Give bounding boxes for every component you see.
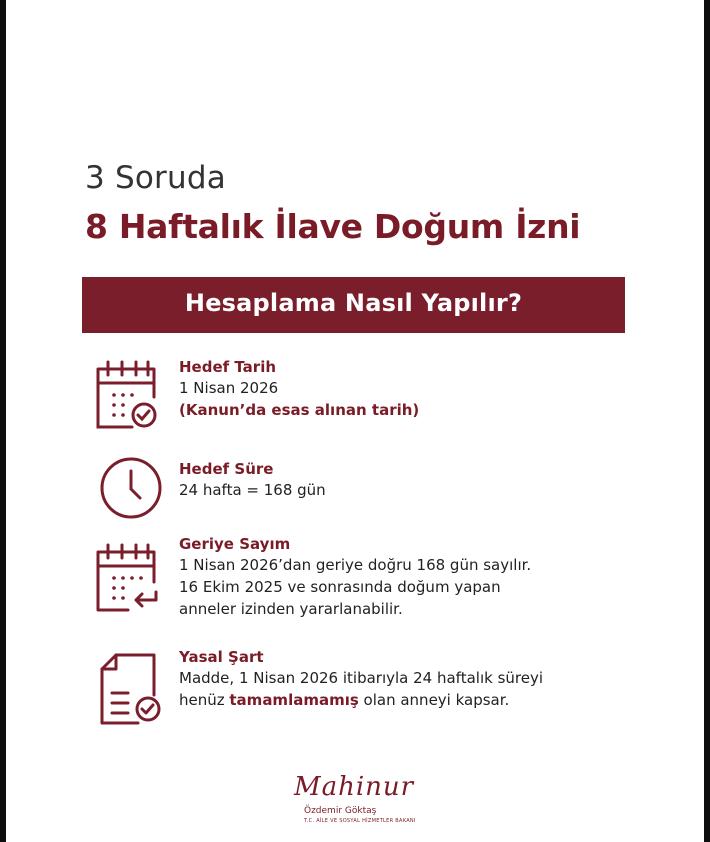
item-line: Madde, 1 Nisan 2026 itibarıyla 24 haftalık süreyi bbox=[179, 669, 543, 687]
item-label: Geriye Sayım bbox=[179, 535, 291, 553]
calendar-check-icon bbox=[92, 359, 162, 439]
banner-text: Hesaplama Nasıl Yapılır? bbox=[184, 289, 523, 317]
document-check-icon bbox=[96, 651, 166, 731]
infographic-card bbox=[6, 0, 704, 842]
info-item-text bbox=[179, 357, 419, 421]
page-title: 8 Haftalık İlave Doğum İzni bbox=[85, 207, 581, 246]
eyebrow-heading: 3 Soruda bbox=[85, 160, 226, 196]
item-line: 16 Ekim 2025 ve sonrasında doğum yapan bbox=[179, 578, 501, 596]
item-line-emphasis: (Kanun’da esas alınan tarih) bbox=[179, 401, 420, 419]
info-item-text bbox=[179, 459, 326, 501]
item-line: anneler izinden yararlanabilir. bbox=[179, 600, 403, 618]
info-item-text bbox=[179, 534, 531, 620]
calendar-back-arrow-icon bbox=[92, 542, 162, 622]
signature-logo bbox=[294, 768, 434, 832]
item-line-mixed bbox=[179, 689, 543, 711]
item-line: 1 Nisan 2026’dan geriye doğru 168 gün sayılır. bbox=[179, 556, 532, 574]
signature-name: Mahinur bbox=[294, 772, 415, 802]
clock-icon bbox=[98, 455, 164, 525]
item-line: 1 Nisan 2026 bbox=[179, 379, 279, 397]
line-emphasis: tamamlamamış bbox=[229, 691, 359, 709]
line-text: olan anneyi kapsar. bbox=[358, 691, 510, 709]
item-line: 24 hafta = 168 gün bbox=[179, 481, 326, 499]
signature-title: T.C. AİLE VE SOSYAL HİZMETLER BAKANI bbox=[304, 818, 416, 824]
item-label: Yasal Şart bbox=[179, 648, 264, 666]
signature-subname: Özdemir Göktaş bbox=[304, 806, 377, 816]
line-text: henüz bbox=[179, 691, 230, 709]
info-item-text bbox=[179, 647, 543, 711]
item-label: Hedef Süre bbox=[179, 460, 274, 478]
section-banner bbox=[82, 277, 625, 333]
item-label: Hedef Tarih bbox=[179, 358, 277, 376]
